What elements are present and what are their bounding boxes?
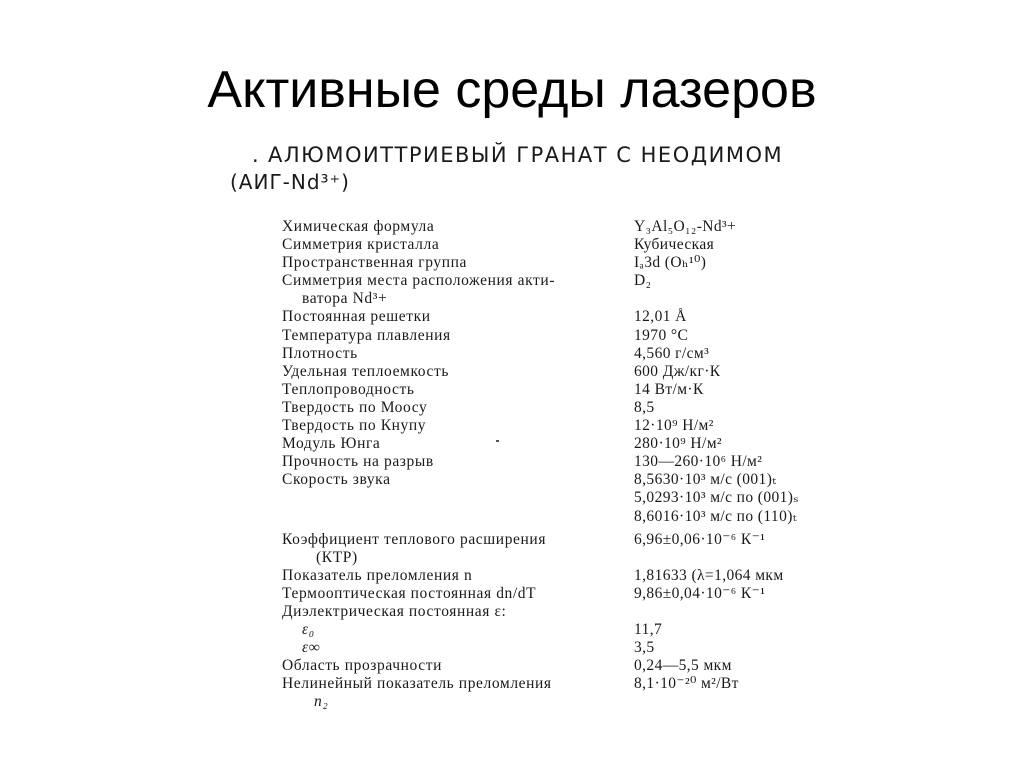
property-value: 4,560 г/см³	[634, 344, 710, 362]
property-row	[282, 693, 842, 711]
property-row	[282, 657, 842, 675]
property-name: Пространственная группа	[282, 254, 468, 272]
property-name: Модуль Юнга	[282, 435, 381, 453]
property-row	[282, 308, 842, 326]
property-name: n₂	[314, 693, 329, 711]
property-name: Теплопроводность	[282, 380, 415, 398]
property-name: Симметрия кристалла	[282, 236, 440, 254]
property-value: 6,96±0,06·10⁻⁶ К⁻¹	[634, 530, 766, 548]
property-row	[282, 435, 842, 453]
property-row	[282, 549, 842, 567]
property-name: Термооптическая постоянная dn/dT	[282, 584, 537, 602]
property-row	[282, 272, 842, 290]
property-row	[282, 254, 842, 272]
property-row	[282, 621, 842, 639]
property-value: Iₐ3d (Oₕ¹⁰)	[634, 254, 707, 272]
property-value: 8,1·10⁻²⁰ м²/Вт	[634, 675, 739, 693]
property-name: Область прозрачности	[282, 657, 443, 675]
property-value: 0,24—5,5 мкм	[634, 657, 732, 675]
property-name: Твердость по Кнупу	[282, 417, 427, 435]
heading-text: АЛЮМОИТТРИЕВЫЙ ГРАНАТ С НЕОДИМОМ	[268, 143, 784, 167]
property-row	[282, 290, 842, 308]
property-row	[282, 639, 842, 657]
property-name: Показатель преломления n	[282, 566, 473, 584]
property-value: Y₃Al₅O₁₂-Nd³+	[634, 218, 737, 235]
property-row	[282, 399, 842, 417]
property-list	[282, 218, 842, 711]
property-name: Химическая формула	[282, 218, 435, 235]
property-row	[282, 363, 842, 381]
property-name: Симметрия места расположения акти-	[282, 272, 556, 290]
property-value: 8,5630·10³ м/с (001)ₜ	[634, 471, 777, 489]
property-value: 5,0293·10³ м/с по (001)ₛ	[634, 489, 799, 507]
property-name: Температура плавления	[282, 326, 451, 344]
property-value: 12·10⁹ Н/м²	[634, 417, 714, 435]
property-name: Коэффициент теплового расширения	[282, 530, 547, 548]
table-subheading: (АИГ-Nd³⁺)	[230, 170, 350, 194]
property-name: Плотность	[282, 344, 358, 362]
property-row	[282, 218, 842, 236]
property-name: Прочность на разрыв	[282, 453, 434, 471]
slide-title: Активные среды лазеров	[207, 61, 817, 119]
property-name: Удельная теплоемкость	[282, 362, 450, 380]
property-name: Постоянная решетки	[282, 308, 431, 326]
property-name: Нелинейный показатель преломления	[282, 675, 552, 693]
property-name: Скорость звука	[282, 471, 391, 489]
property-value: 8,6016·10³ м/с по (110)ₜ	[634, 507, 798, 525]
property-row	[282, 381, 842, 399]
property-value: 280·10⁹ Н/м²	[634, 435, 722, 453]
property-value: D₂	[634, 272, 652, 290]
property-row	[282, 567, 842, 585]
property-value: 600 Дж/кг·К	[634, 362, 721, 380]
property-value: 3,5	[634, 639, 655, 657]
property-row	[282, 417, 842, 435]
scan-speck	[496, 440, 499, 442]
property-name: ε₀	[302, 620, 315, 638]
property-row	[282, 453, 842, 471]
property-row	[282, 471, 842, 489]
scanned-table-image	[200, 132, 860, 762]
property-name: ватора Nd³+	[302, 290, 388, 308]
property-value: Кубическая	[634, 236, 715, 254]
property-value: 9,86±0,04·10⁻⁶ К⁻¹	[634, 584, 766, 602]
property-value: 1970 °C	[634, 326, 689, 344]
property-row	[282, 603, 842, 621]
property-value: 11,7	[634, 620, 663, 638]
table-heading	[252, 142, 783, 168]
property-value: 14 Вт/м·К	[634, 380, 704, 398]
property-row	[282, 236, 842, 254]
property-row	[282, 531, 842, 549]
property-row	[282, 508, 842, 531]
property-name: Твердость по Моосу	[282, 398, 428, 416]
property-row	[282, 675, 842, 693]
property-value: 130—260·10⁶ Н/м²	[634, 453, 763, 471]
heading-dot: .	[252, 143, 261, 167]
property-row	[282, 585, 842, 603]
property-row	[282, 489, 842, 507]
property-name: Диэлектрическая постоянная ε:	[282, 602, 507, 620]
property-value: 8,5	[634, 398, 655, 416]
property-row	[282, 327, 842, 345]
property-value: 1,81633 (λ=1,064 мкм	[634, 566, 784, 584]
property-name: (КТР)	[316, 548, 358, 566]
property-row	[282, 345, 842, 363]
property-value: 12,01 Å	[634, 308, 687, 326]
property-name: ε∞	[302, 639, 321, 657]
